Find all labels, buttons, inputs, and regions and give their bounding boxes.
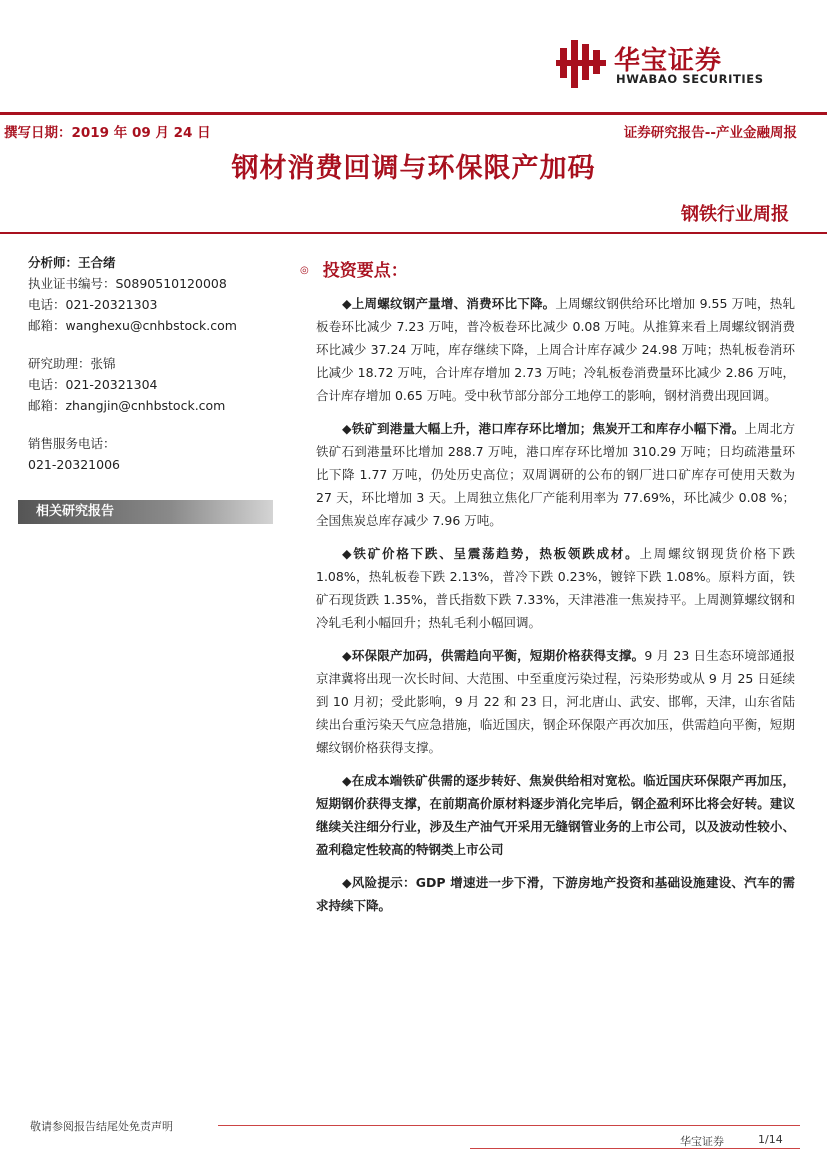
- target-icon: ◎: [300, 265, 309, 276]
- assistant-email[interactable]: 邮箱：zhangjin@cnhbstock.com: [28, 398, 226, 413]
- summary-heading: ◎ 投资要点：: [300, 261, 408, 281]
- summary-point: ◆在成本端铁矿供需的逐步转好、焦炭供给相对宽松。临近国庆环保限产再加压，短期钢价获得支撑，在前期高价原材料逐步消化完毕后，钢企盈利环比将会好转。建议继续关注细分行业，涉及生产油气开采用无缝钢管业务的上市公司，以及波动性较小、盈利稳定性较高的特钢类上市公司: [316, 773, 795, 857]
- footer-bottom-rule: [470, 1148, 800, 1149]
- sales-phone: 021-20321006: [28, 457, 120, 472]
- footer-company: 华宝证券: [680, 1135, 724, 1148]
- assistant-name: 研究助理：张锦: [28, 356, 116, 371]
- analyst-phone: 电话：021-20321303: [28, 297, 158, 312]
- company-logo: [556, 38, 788, 90]
- footer-rule: [218, 1125, 800, 1126]
- analyst-info: [28, 252, 274, 475]
- logo-name-cn: 华宝证券: [614, 46, 723, 76]
- summary-point: ◆环保限产加码，供需趋向平衡，短期价格获得支撑。9 月 23 日生态环境部通报京津冀将出现一次长时间、大范围、中至重度污染过程，污染形势或从 9 月 25 日延续到 10 月初；受此影响，9 月 22 和 23 日，河北唐山、武安、邯郸，天津，山东省陆续出台重污染天气应急措施，临近国庆，钢企环保限产再次加压，供需趋向平衡，短期螺纹钢价格获得支撑。: [316, 648, 795, 755]
- hwabao-logo-icon: [556, 38, 608, 90]
- summary-point: ◆铁矿价格下跌、呈震荡趋势，热板领跌成材。上周螺纹钢现货价格下跌 1.08%，热轧板卷下跌 2.13%，普冷下跌 0.23%，镀锌下跌 1.08%。原料方面，铁矿石现货跌 1.35%，普氏指数下跌 7.33%，天津港准一焦炭持平。上周测算螺纹钢和冷轧毛利小幅回升；热轧毛利小幅回调。: [316, 546, 795, 630]
- page-subtitle: 钢铁行业周报: [681, 204, 789, 225]
- sales-label: 销售服务电话：: [28, 436, 116, 451]
- risk-warning: ◆风险提示：GDP 增速进一步下滑，下游房地产投资和基础设施建设、汽车的需求持续下降。: [316, 875, 795, 913]
- report-type: 证券研究报告--产业金融周报: [623, 125, 797, 141]
- summary-point: ◆铁矿到港量大幅上升，港口库存环比增加；焦炭开工和库存小幅下滑。上周北方铁矿石到港量环比增加 288.7 万吨，港口库存环比增加 310.29 万吨；日均疏港量环比下降 1.77 万吨，仍处历史高位；双周调研的公布的钢厂进口矿库存可使用天数为 27 天，环比增加 3 天。上周独立焦化厂产能利用率为 77.69%，环比减少 0.08 %；全国焦炭总库存减少 7.96 万吨。: [316, 421, 795, 528]
- related-reports-header: 相关研究报告: [18, 500, 273, 524]
- analyst-name: 分析师：王合绪: [28, 255, 116, 270]
- investment-summary: [300, 258, 795, 917]
- page-number: 1/14: [758, 1133, 783, 1146]
- logo-name-en: HWABAO SECURITIES: [616, 72, 764, 86]
- assistant-phone: 电话：021-20321304: [28, 377, 158, 392]
- footer-disclaimer: 敬请参阅报告结尾处免责声明: [30, 1120, 173, 1133]
- summary-point: ◆上周螺纹钢产量增、消费环比下降。上周螺纹钢供给环比增加 9.55 万吨，热轧板卷环比减少 7.23 万吨，普冷板卷环比减少 0.08 万吨。从推算来看上周螺纹钢消费环比减少 37.24 万吨，库存继续下降，上周合计库存减少 24.98 万吨；热轧板卷消环比减少 18.72 万吨，合计库存增加 2.73 万吨；冷轧板卷消费量环比减少 2.86 万吨，合计库存增加 0.65 万吨。受中秋节部分部分工地停工的影响，钢材消费出现回调。: [316, 296, 795, 403]
- report-date: 撰写日期：2019 年 09 月 24 日: [4, 125, 211, 141]
- title-divider: [0, 232, 827, 234]
- page-title: 钢材消费回调与环保限产加码: [231, 153, 596, 184]
- analyst-license: 执业证书编号：S0890510120008: [28, 276, 227, 291]
- analyst-email[interactable]: 邮箱：wanghexu@cnhbstock.com: [28, 318, 237, 333]
